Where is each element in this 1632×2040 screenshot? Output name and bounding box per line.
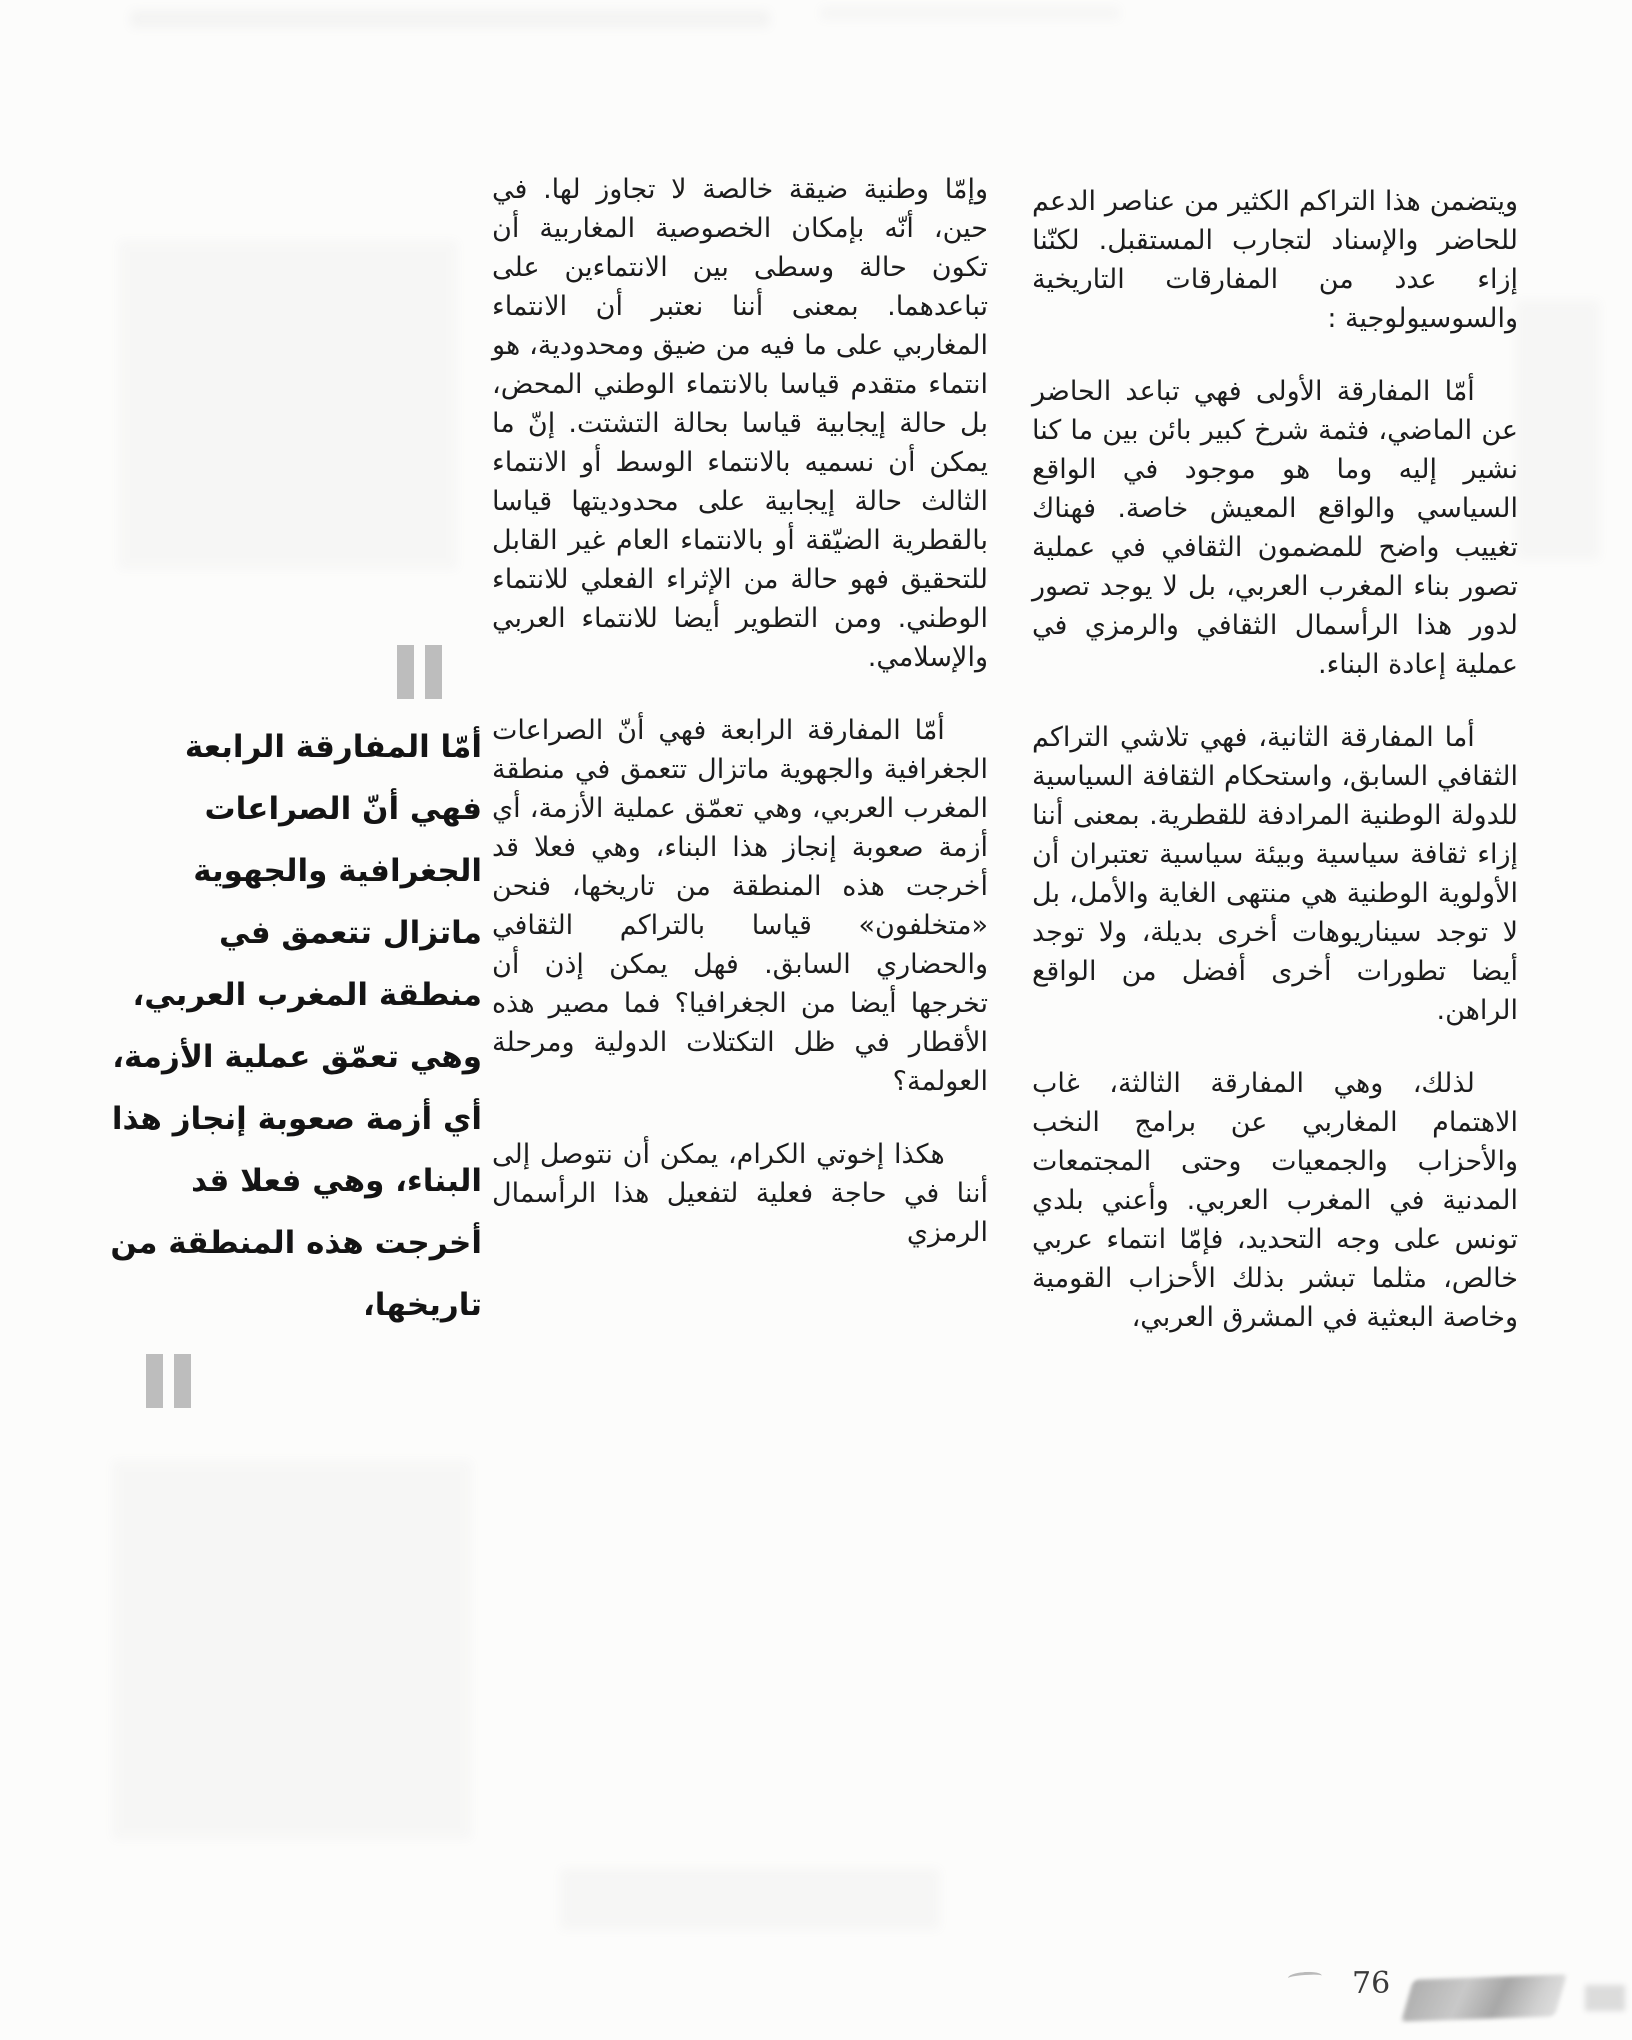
paragraph: وإمّا وطنية ضيقة خالصة لا تجاوز لها. في حين، أنّه بإمكان الخصوصية المغاربية أن تكون حالة وسطى بين الانتماءين على تباعدهما. بمعنى أننا نعتبر أن الانتماء المغاربي على ما فيه من ضيق ومحدودية، هو انتماء متقدم قياسا بالانتماء الوطني المحض، بل حالة إيجابية قياسا بحالة التشتت. إنّ ما يمكن أن نسميه بالانتماء الوسط أو الانتماء الثالث حالة إيجابية على محدوديتها قياسا بالقطرية الضيّقة أو بالانتماء العام غير القابل للتحقيق فهو حالة من الإثراء الفعلي للانتماء الوطني. ومن التطوير أيضا للانتماء العربي والإسلامي. <box>492 174 988 673</box>
paragraph: هكذا إخوتي الكرام، يمكن أن نتوصل إلى أننا في حاجة فعلية لتفعيل هذا الرأسمال الرمزي <box>492 1139 988 1248</box>
bleedthrough-artifact <box>130 10 770 28</box>
text-column-right <box>1032 182 1518 1371</box>
quote-bar <box>425 645 442 699</box>
paragraph: أما المفارقة الثانية، فهي تلاشي التراكم الثقافي السابق، واستحكام الثقافة السياسية للدولة الوطنية المرادفة للقطرية. بمعنى أننا إزاء ثقافة سياسية وبيئة سياسية تعتبران أن الأولوية الوطنية هي منتهى الغاية والأمل، بل لا توجد سيناريوهات أخرى بديلة، ولا توجد أيضا تطورات أخرى أفضل من الواقع الراهن. <box>1032 722 1518 1026</box>
paragraph: أمّا المفارقة الرابعة فهي أنّ الصراعات الجغرافية والجهوية ماتزال تتعمق في منطقة المغرب العربي، وهي تعمّق عملية الأزمة، أي أزمة صعوبة إنجاز هذا البناء، وهي فعلا قد أخرجت هذه المنطقة من تاريخها، فنحن «متخلفون» قياسا بالتراكم الثقافي والحضاري السابق. فهل يمكن إذن أن تخرجها أيضا من الجغرافيا؟ فما مصير هذه الأقطار في ظل التكتلات الدولية ومرحلة العولمة؟ <box>492 715 988 1097</box>
bleedthrough-artifact <box>820 6 1120 20</box>
page-number: 76 <box>1352 1966 1391 2001</box>
pen-tick-artifact <box>1288 1971 1323 1983</box>
bleedthrough-artifact <box>112 1460 472 1840</box>
bleedthrough-artifact <box>560 1868 940 1930</box>
paragraph: أمّا المفارقة الأولى فهي تباعد الحاضر عن الماضي، فثمة شرخ كبير بائن بين ما كنا نشير إليه وما هو موجود في الواقع السياسي والواقع المعيش خاصة. فهناك تغييب واضح للمضمون الثقافي في عملية تصور بناء المغرب العربي، بل لا يوجد تصور لدور هذا الرأسمال الثقافي والرمزي في عملية إعادة البناء. <box>1032 376 1518 680</box>
quote-bar <box>146 1354 163 1408</box>
text-column-middle <box>492 170 988 1286</box>
quote-bar <box>174 1354 191 1408</box>
bleedthrough-artifact <box>118 240 458 570</box>
paragraph: ويتضمن هذا التراكم الكثير من عناصر الدعم للحاضر والإسناد لتجارب المستقبل. لكنّنا إزاء عدد من المفارقات التاريخية والسوسيولوجية : <box>1032 186 1518 334</box>
pull-quote: أمّا المفارقة الرابعة فهي أنّ الصراعات الجغرافية والجهوية ماتزال تتعمق في منطقة المغرب العربي، وهي تعمّق عملية الأزمة، أي أزمة صعوبة إنجاز هذا البناء، وهي فعلا قد أخرجت هذه المنطقة من تاريخها، <box>110 729 482 1323</box>
ink-smudge-artifact <box>1401 1974 1567 2021</box>
bleedthrough-artifact <box>1516 300 1600 560</box>
close-quote-icon <box>146 1354 191 1408</box>
open-quote-icon <box>397 645 442 699</box>
quote-bar <box>397 645 414 699</box>
ink-smudge-artifact <box>1585 1985 1625 2011</box>
paragraph: لذلك، وهي المفارقة الثالثة، غاب الاهتمام المغاربي عن برامج النخب والأحزاب والجمعيات وحتى المجتمعات المدنية في المغرب العربي. وأعني بلدي تونس على وجه التحديد، فإمّا انتماء عربي خالص، مثلما تبشر بذلك الأحزاب القومية وخاصة البعثية في المشرق العربي، <box>1032 1068 1518 1333</box>
